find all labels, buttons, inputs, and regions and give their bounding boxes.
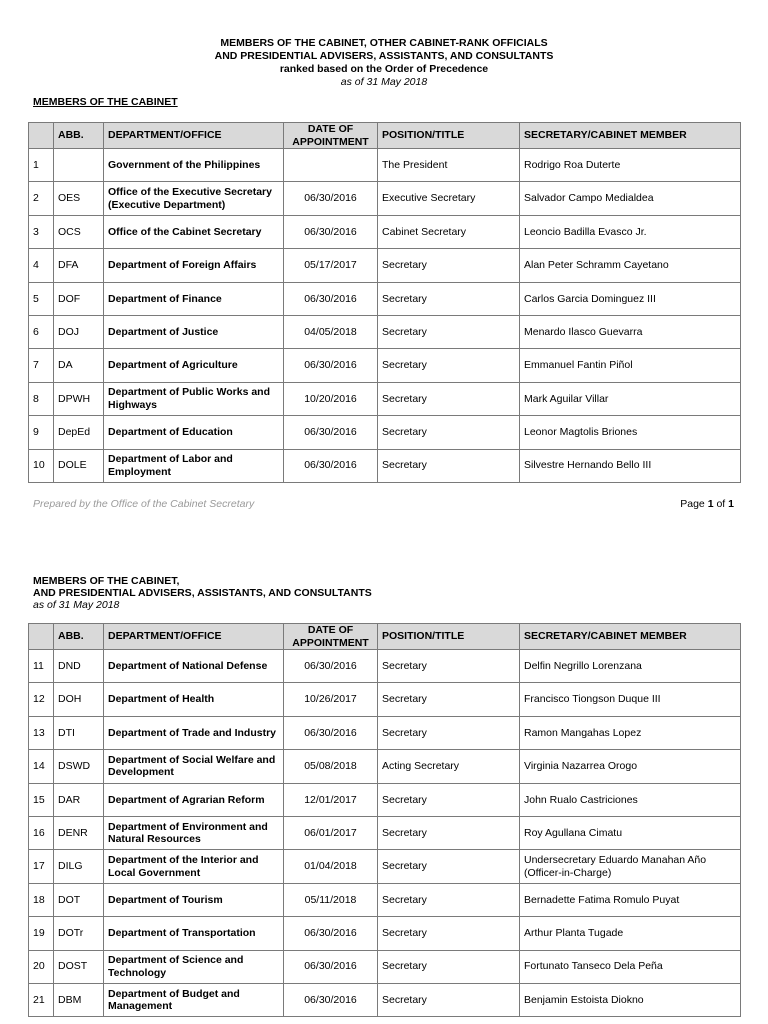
row-position: Secretary xyxy=(378,382,520,415)
row-department: Department of Labor and Employment xyxy=(104,449,284,482)
row-appointment-date: 06/30/2016 xyxy=(284,449,378,482)
row-number: 5 xyxy=(29,282,54,315)
row-abbreviation: DOH xyxy=(54,683,104,716)
row-department: Department of Environment and Natural Resources xyxy=(104,816,284,849)
row-position: Secretary xyxy=(378,816,520,849)
row-member-name: Undersecretary Eduardo Manahan Año (Officer-in-Charge) xyxy=(520,850,741,883)
table-row xyxy=(29,850,741,883)
row-department: Office of the Cabinet Secretary xyxy=(104,215,284,248)
col-position-header: POSITION/TITLE xyxy=(378,123,520,149)
header-date: as of 31 May 2018 xyxy=(340,76,428,88)
col-abb-header: ABB. xyxy=(54,123,104,149)
row-appointment-date: 06/30/2016 xyxy=(284,983,378,1016)
table-row xyxy=(29,950,741,983)
row-appointment-date: 10/26/2017 xyxy=(284,683,378,716)
row-position: Secretary xyxy=(378,650,520,683)
row-abbreviation: DBM xyxy=(54,983,104,1016)
row-number: 19 xyxy=(29,917,54,950)
row-number: 13 xyxy=(29,716,54,749)
table-row xyxy=(29,215,741,248)
row-member-name: Leonor Magtolis Briones xyxy=(520,416,741,449)
row-abbreviation: DFA xyxy=(54,249,104,282)
row-member-name: Salvador Campo Medialdea xyxy=(520,182,741,215)
row-member-name: Ramon Mangahas Lopez xyxy=(520,716,741,749)
table-row xyxy=(29,683,741,716)
row-appointment-date: 06/30/2016 xyxy=(284,282,378,315)
row-member-name: Emmanuel Fantin Piñol xyxy=(520,349,741,382)
row-number: 21 xyxy=(29,983,54,1016)
row-abbreviation: DOLE xyxy=(54,449,104,482)
row-position: Secretary xyxy=(378,249,520,282)
row-department: Department of Education xyxy=(104,416,284,449)
row-appointment-date: 04/05/2018 xyxy=(284,315,378,348)
row-abbreviation: DSWD xyxy=(54,750,104,783)
row-position: Cabinet Secretary xyxy=(378,215,520,248)
row-abbreviation: DepEd xyxy=(54,416,104,449)
row-appointment-date: 06/30/2016 xyxy=(284,950,378,983)
table-row xyxy=(29,449,741,482)
row-number: 18 xyxy=(29,883,54,916)
table-row xyxy=(29,816,741,849)
row-department: Department of Science and Technology xyxy=(104,950,284,983)
row-appointment-date: 01/04/2018 xyxy=(284,850,378,883)
row-abbreviation: OCS xyxy=(54,215,104,248)
row-appointment-date: 05/08/2018 xyxy=(284,750,378,783)
row-member-name: Roy Agullana Cimatu xyxy=(520,816,741,849)
table-row xyxy=(29,282,741,315)
row-member-name: Menardo Ilasco Guevarra xyxy=(520,315,741,348)
row-appointment-date: 06/30/2016 xyxy=(284,416,378,449)
col-num-header xyxy=(29,624,54,650)
row-abbreviation: DOST xyxy=(54,950,104,983)
row-position: Secretary xyxy=(378,716,520,749)
row-department: Department of Health xyxy=(104,683,284,716)
row-member-name: Virginia Nazarrea Orogo xyxy=(520,750,741,783)
row-department: Department of Transportation xyxy=(104,917,284,950)
header2-line-2: AND PRESIDENTIAL ADVISERS, ASSISTANTS, AND CONSULTANTS xyxy=(33,587,372,599)
table-row xyxy=(29,917,741,950)
row-position: Acting Secretary xyxy=(378,750,520,783)
document-header-2 xyxy=(33,575,372,611)
table-row xyxy=(29,182,741,215)
row-number: 12 xyxy=(29,683,54,716)
table-row xyxy=(29,783,741,816)
row-department: Department of Agriculture xyxy=(104,349,284,382)
row-member-name: Francisco Tiongson Duque III xyxy=(520,683,741,716)
table-row xyxy=(29,650,741,683)
row-abbreviation: DAR xyxy=(54,783,104,816)
row-member-name: Silvestre Hernando Bello III xyxy=(520,449,741,482)
row-member-name: Rodrigo Roa Duterte xyxy=(520,149,741,182)
row-number: 4 xyxy=(29,249,54,282)
table-row xyxy=(29,750,741,783)
col-member-header: SECRETARY/CABINET MEMBER xyxy=(520,624,741,650)
table-row xyxy=(29,249,741,282)
row-department: Department of Budget and Management xyxy=(104,983,284,1016)
table-row xyxy=(29,315,741,348)
table-header-row xyxy=(29,624,741,650)
row-department: Department of Foreign Affairs xyxy=(104,249,284,282)
row-position: Secretary xyxy=(378,917,520,950)
row-number: 15 xyxy=(29,783,54,816)
col-num-header xyxy=(29,123,54,149)
row-appointment-date: 06/30/2016 xyxy=(284,215,378,248)
row-position: Secretary xyxy=(378,449,520,482)
row-appointment-date: 06/30/2016 xyxy=(284,716,378,749)
col-date-header: DATE OF APPOINTMENT xyxy=(284,123,378,149)
document-header xyxy=(0,37,768,89)
row-member-name: Leoncio Badilla Evasco Jr. xyxy=(520,215,741,248)
row-abbreviation: DOTr xyxy=(54,917,104,950)
cabinet-table-1 xyxy=(28,122,741,483)
row-position: The President xyxy=(378,149,520,182)
row-appointment-date: 05/11/2018 xyxy=(284,883,378,916)
row-appointment-date: 06/01/2017 xyxy=(284,816,378,849)
row-department: Department of Tourism xyxy=(104,883,284,916)
row-abbreviation xyxy=(54,149,104,182)
row-abbreviation: DILG xyxy=(54,850,104,883)
table-row xyxy=(29,382,741,415)
row-abbreviation: OES xyxy=(54,182,104,215)
row-position: Secretary xyxy=(378,349,520,382)
row-department: Department of National Defense xyxy=(104,650,284,683)
row-position: Secretary xyxy=(378,282,520,315)
cabinet-table-2 xyxy=(28,623,741,1017)
row-member-name: Fortunato Tanseco Dela Peña xyxy=(520,950,741,983)
col-dept-header: DEPARTMENT/OFFICE xyxy=(104,123,284,149)
row-position: Secretary xyxy=(378,850,520,883)
page-indicator: Page 1 of 1 xyxy=(680,498,734,510)
table-row xyxy=(29,716,741,749)
row-department: Department of Social Welfare and Development xyxy=(104,750,284,783)
table-row xyxy=(29,883,741,916)
row-number: 7 xyxy=(29,349,54,382)
header2-date: as of 31 May 2018 xyxy=(33,599,120,611)
row-position: Secretary xyxy=(378,783,520,816)
row-position: Secretary xyxy=(378,315,520,348)
row-member-name: Alan Peter Schramm Cayetano xyxy=(520,249,741,282)
row-department: Department of Finance xyxy=(104,282,284,315)
row-number: 1 xyxy=(29,149,54,182)
row-number: 8 xyxy=(29,382,54,415)
row-member-name: Benjamin Estoista Diokno xyxy=(520,983,741,1016)
row-department: Department of Trade and Industry xyxy=(104,716,284,749)
col-member-header: SECRETARY/CABINET MEMBER xyxy=(520,123,741,149)
row-number: 10 xyxy=(29,449,54,482)
row-appointment-date xyxy=(284,149,378,182)
section-title: MEMBERS OF THE CABINET xyxy=(33,96,178,108)
row-appointment-date: 06/30/2016 xyxy=(284,650,378,683)
prepared-by-note: Prepared by the Office of the Cabinet Secretary xyxy=(33,498,255,510)
row-appointment-date: 06/30/2016 xyxy=(284,182,378,215)
table-header-row xyxy=(29,123,741,149)
row-abbreviation: DND xyxy=(54,650,104,683)
row-member-name: Carlos Garcia Dominguez III xyxy=(520,282,741,315)
row-appointment-date: 12/01/2017 xyxy=(284,783,378,816)
header-line-1: MEMBERS OF THE CABINET, OTHER CABINET-RANK OFFICIALS xyxy=(220,37,548,49)
row-department: Department of Public Works and Highways xyxy=(104,382,284,415)
row-abbreviation: DTI xyxy=(54,716,104,749)
header-line-2: AND PRESIDENTIAL ADVISERS, ASSISTANTS, AND CONSULTANTS xyxy=(214,50,554,62)
row-number: 3 xyxy=(29,215,54,248)
col-abb-header: ABB. xyxy=(54,624,104,650)
row-member-name: John Rualo Castriciones xyxy=(520,783,741,816)
row-number: 17 xyxy=(29,850,54,883)
row-member-name: Bernadette Fatima Romulo Puyat xyxy=(520,883,741,916)
row-position: Secretary xyxy=(378,683,520,716)
header2-line-1: MEMBERS OF THE CABINET, xyxy=(33,575,180,587)
row-member-name: Mark Aguilar Villar xyxy=(520,382,741,415)
col-dept-header: DEPARTMENT/OFFICE xyxy=(104,624,284,650)
header-line-3: ranked based on the Order of Precedence xyxy=(279,63,489,75)
col-date-header: DATE OF APPOINTMENT xyxy=(284,624,378,650)
row-number: 11 xyxy=(29,650,54,683)
row-department: Government of the Philippines xyxy=(104,149,284,182)
row-appointment-date: 05/17/2017 xyxy=(284,249,378,282)
row-number: 16 xyxy=(29,816,54,849)
row-number: 9 xyxy=(29,416,54,449)
row-number: 20 xyxy=(29,950,54,983)
table-row xyxy=(29,349,741,382)
row-department: Office of the Executive Secretary (Executive Department) xyxy=(104,182,284,215)
row-appointment-date: 06/30/2016 xyxy=(284,917,378,950)
row-department: Department of Justice xyxy=(104,315,284,348)
row-position: Secretary xyxy=(378,416,520,449)
row-abbreviation: DOJ xyxy=(54,315,104,348)
row-position: Secretary xyxy=(378,983,520,1016)
table-row xyxy=(29,149,741,182)
row-abbreviation: DOF xyxy=(54,282,104,315)
row-member-name: Arthur Planta Tugade xyxy=(520,917,741,950)
row-member-name: Delfin Negrillo Lorenzana xyxy=(520,650,741,683)
row-department: Department of the Interior and Local Government xyxy=(104,850,284,883)
row-position: Secretary xyxy=(378,883,520,916)
col-position-header: POSITION/TITLE xyxy=(378,624,520,650)
row-position: Secretary xyxy=(378,950,520,983)
row-number: 14 xyxy=(29,750,54,783)
table-row xyxy=(29,416,741,449)
row-appointment-date: 10/20/2016 xyxy=(284,382,378,415)
row-abbreviation: DENR xyxy=(54,816,104,849)
row-abbreviation: DPWH xyxy=(54,382,104,415)
table-row xyxy=(29,983,741,1016)
row-abbreviation: DA xyxy=(54,349,104,382)
row-number: 2 xyxy=(29,182,54,215)
row-number: 6 xyxy=(29,315,54,348)
row-position: Executive Secretary xyxy=(378,182,520,215)
row-abbreviation: DOT xyxy=(54,883,104,916)
row-department: Department of Agrarian Reform xyxy=(104,783,284,816)
row-appointment-date: 06/30/2016 xyxy=(284,349,378,382)
